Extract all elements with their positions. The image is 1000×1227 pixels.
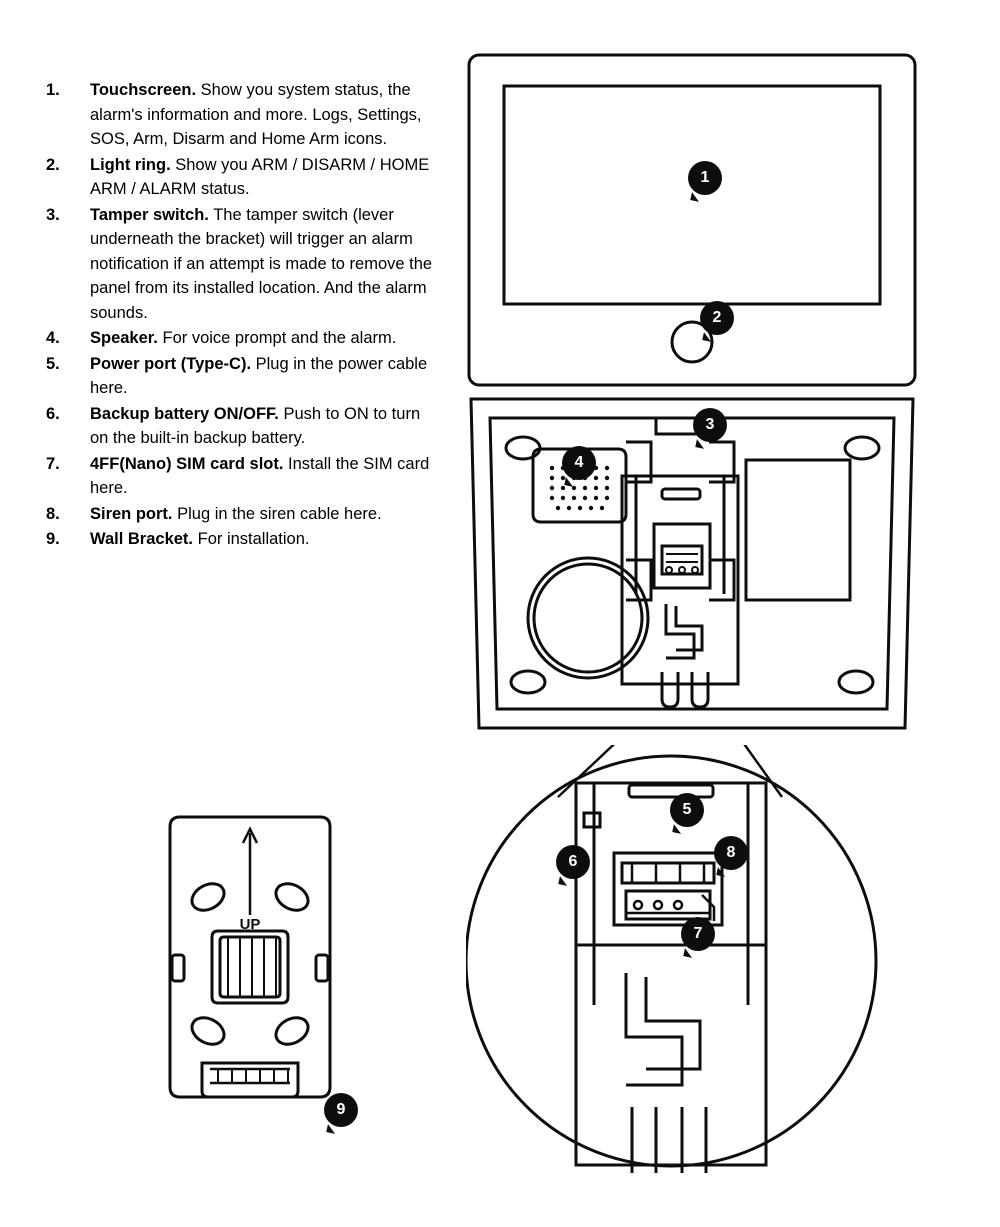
legend-number: 7. [46,454,60,473]
bracket-tab-left [172,955,184,981]
legend-body [90,352,436,401]
legend-desc: Plug in the power cable here. [90,354,428,397]
list-item [46,527,436,552]
callout-2: 2 [700,301,734,335]
legend-term: Backup battery ON/OFF. [90,404,279,423]
legend-term: Wall Bracket. [90,530,194,548]
bracket-clip-bottom-right [709,560,734,600]
legend-desc: Plug in the siren cable here. [177,504,382,523]
legend-term: Touchscreen. [90,81,197,99]
panel-front-view-diagram [466,52,918,388]
panel-front-svg [466,52,918,388]
legend-term: Siren port. [90,504,173,523]
legend-body [90,153,436,202]
callout-8: 8 [714,836,748,870]
legend-desc: Push to ON to turn on the built-in backup battery. [90,404,421,447]
legend-body [90,502,382,527]
bracket-tamper-ribs [218,1069,288,1083]
backup-battery-switch [584,813,600,827]
legend-desc: The tamper switch (lever underneath the bracket) will trigger an alarm notification if an attempt is made to remove the panel from its installed location. And the alarm sounds. [90,205,433,322]
bracket-screw-top-left [187,878,228,915]
legend-number: 1. [46,81,60,99]
legend-number: 2. [46,155,60,174]
legend-list [46,78,436,553]
port-detail-zoom-diagram [466,745,886,1185]
sim-pin-b [654,901,662,909]
legend-term: 4FF(Nano) SIM card slot. [90,454,284,473]
list-item [46,502,436,527]
legend-body [90,78,436,152]
bracket-center-ribs [228,937,276,997]
sim-pin-a [634,901,642,909]
callout-5: 5 [670,793,704,827]
bracket-screw-bottom-right [271,1012,312,1049]
legend-number: 5. [46,354,60,373]
wall-bracket-diagram [150,805,370,1125]
bracket-up-label: UP [239,916,261,933]
cable-exit-left [662,672,678,707]
legend-number: 4. [46,329,60,347]
bracket-tab-right [316,955,328,981]
legend-term: Power port (Type-C). [90,354,252,373]
legend-desc: For installation. [197,530,310,548]
wall-bracket-svg [150,805,370,1125]
sim-pin-1 [666,567,672,573]
bracket-screw-top-right [271,878,312,915]
panel-back-view-diagram [466,394,918,739]
callout-6: 6 [556,845,590,879]
legend-body [90,203,436,326]
sim-pin-3 [692,567,698,573]
legend-term: Tamper switch. [90,205,209,224]
callout-1: 1 [688,161,722,195]
zoom-leader-left [558,745,662,797]
legend-number: 8. [46,504,60,523]
cable-exit-right [692,672,708,707]
screw-hole-bottom-right [839,671,873,693]
cable-routing-channel-2 [676,606,702,650]
legend-body [90,326,396,351]
screw-hole-top-left [506,437,540,459]
list-item [46,78,436,152]
legend-desc: For voice prompt and the alarm. [162,329,397,347]
sim-card-contacts [662,546,702,574]
legend-body [90,402,436,451]
callout-3: 3 [693,408,727,442]
legend-desc: Show you ARM / DISARM / HOME ARM / ALARM status. [90,155,430,198]
legend-desc: Install the SIM card here. [90,454,430,497]
port-channel [622,476,738,684]
legend-desc: Show you system status, the alarm's information and more. Logs, Settings, SOS, Arm, Disarm and Home Arm icons. [90,81,422,148]
callout-7: 7 [681,917,715,951]
bracket-clip-bottom-left [626,560,651,600]
list-item [46,452,436,501]
sim-contact-lines [666,554,698,562]
legend-number: 3. [46,205,60,224]
sim-card-tray [622,863,714,883]
legend-number: 6. [46,404,60,423]
legend-term: Light ring. [90,155,171,174]
power-port-typec [662,489,700,499]
legend-number: 9. [46,530,60,548]
legend-body [90,527,310,552]
legend-term: Speaker. [90,329,158,347]
list-item [46,326,436,351]
callout-9: 9 [324,1093,358,1127]
list-item [46,203,436,326]
speaker-ring-inner [534,564,642,672]
speaker-ring-outer [528,558,648,678]
battery-compartment [746,460,850,600]
sim-pin-c [674,901,682,909]
panel-back-svg [466,394,918,739]
power-port-typec-zoom [629,785,713,797]
sim-tray-dividers [632,863,704,883]
legend-body [90,452,436,501]
callout-4: 4 [562,446,596,480]
screw-hole-top-right [845,437,879,459]
panel-outer-body [469,55,915,385]
sim-card-contacts-zoom [626,891,710,919]
list-item [46,352,436,401]
bracket-screw-bottom-left [187,1012,228,1049]
screw-hole-bottom-left [511,671,545,693]
list-item [46,402,436,451]
sim-pin-2 [679,567,685,573]
list-item [46,153,436,202]
cable-routing-zoom-2 [646,977,700,1069]
